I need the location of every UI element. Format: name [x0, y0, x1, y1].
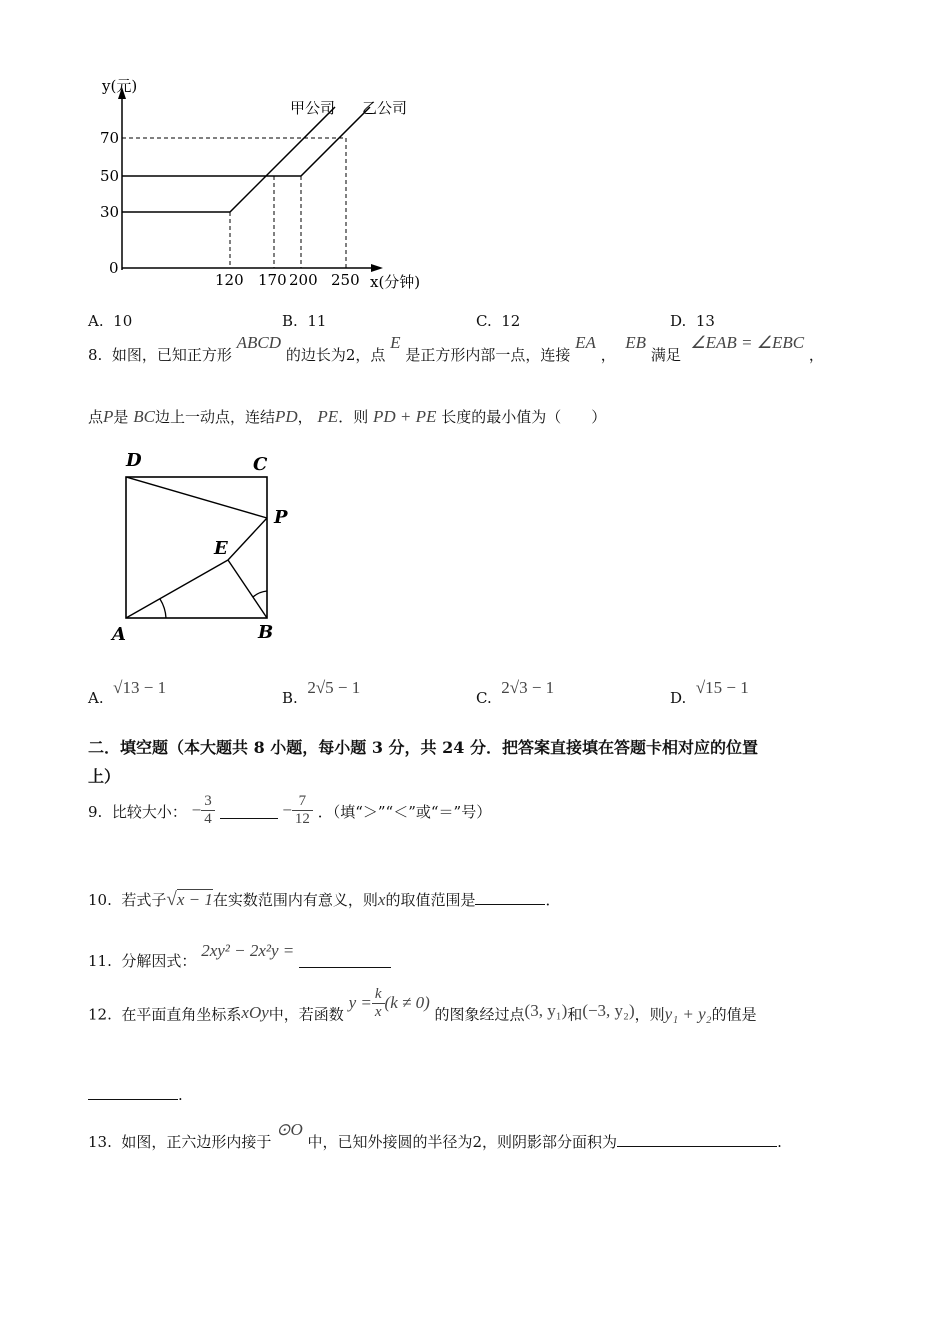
- label-b: B: [258, 622, 274, 643]
- origin-label: 0: [109, 259, 119, 277]
- q8-option-d[interactable]: D. √15 − 1: [670, 678, 749, 707]
- cost-graph: [80, 75, 460, 300]
- q13-answer-blank[interactable]: [617, 1132, 777, 1147]
- line-jia: [122, 107, 335, 212]
- q9-answer-blank[interactable]: [220, 804, 278, 819]
- square-figure: [108, 448, 308, 648]
- q9-fraction-1: $\frac{3}{4}$: [201, 793, 215, 828]
- q8-option-b[interactable]: B. 2√5 − 1: [282, 678, 361, 707]
- ytick-50: 50: [100, 167, 120, 185]
- ytick-70: 70: [100, 129, 120, 147]
- q7-option-d[interactable]: D. 13: [670, 312, 715, 330]
- label-a: A: [112, 624, 126, 645]
- xtick-250: 250: [331, 271, 360, 289]
- q8-line2: 点P是 BC边上一动点，连结PD， PE．则 PD + PE 长度的最小值为（ ）: [88, 407, 607, 426]
- q10-answer-blank[interactable]: [475, 890, 545, 905]
- ytick-30: 30: [100, 203, 120, 221]
- segment-dp: [126, 477, 267, 518]
- segment-eb: [228, 560, 267, 618]
- q12-answer-blank[interactable]: [88, 1085, 178, 1100]
- x-axis-label: x(分钟): [370, 273, 421, 291]
- legend-yi: 乙公司: [362, 99, 408, 117]
- angle-ebc-arc: [253, 591, 267, 597]
- q11: 11. 分解因式： 2xy² − 2x²y =: [88, 940, 391, 961]
- segment-ae: [126, 560, 228, 618]
- q8-option-a[interactable]: A. √13 − 1: [88, 678, 167, 707]
- q10: 10. 若式子√x − 1在实数范围内有意义，则x的取值范围是 ．: [88, 889, 561, 910]
- q12: 12. 在平面直角坐标系xOy中，若函数 y = $\frac{k}{x}$ (k ≠ 0) 的图象经过点(3, y₁)和(−3, y₂)，则y₁ + y₂的值是: [88, 986, 757, 1024]
- section2-heading-line1: 二．填空题（本大题共 8 小题，每小题 3 分，共 24 分．把答案直接填在答题卡相对应的位置: [88, 738, 758, 757]
- q9-fraction-2: $\frac{7}{12}$: [292, 793, 313, 828]
- q7-option-a[interactable]: A. 10: [88, 312, 133, 330]
- q12-answer-line: .: [88, 1085, 183, 1104]
- q12-fraction: $\frac{k}{x}$: [372, 986, 385, 1021]
- q7-option-c[interactable]: C. 12: [476, 312, 521, 330]
- section2-heading-line2: 上）: [88, 767, 121, 786]
- q7-option-b[interactable]: B. 11: [282, 312, 327, 330]
- label-d: D: [126, 450, 142, 471]
- q13: 13. 如图，正六边形内接于 ⊙O 中，已知外接圆的半径为2，则阴影部分面积为 .: [88, 1120, 782, 1151]
- q8-option-c[interactable]: C. 2√3 − 1: [476, 678, 555, 707]
- legend-jia: 甲公司: [290, 99, 336, 117]
- q9: 9. 比较大小： − $\frac{3}{4}$ − $\frac{7}{12}$ ．（填“＞”“＜”或“＝”号）: [88, 793, 492, 827]
- xtick-200: 200: [289, 271, 318, 289]
- q8-line1: 8. 如图，已知正方形 ABCD 的边长为2，点 E 是正方形内部一点，连接 EA ， EB 满足 ∠EAB = ∠EBC ，: [88, 333, 824, 364]
- segment-pe: [228, 518, 267, 560]
- q11-answer-blank[interactable]: [299, 953, 391, 968]
- label-p: P: [274, 507, 288, 528]
- y-axis-label: y(元): [102, 77, 138, 95]
- xtick-170: 170: [258, 271, 287, 289]
- angle-eab-arc: [160, 599, 166, 618]
- label-c: C: [253, 454, 268, 475]
- x-axis-arrow: [371, 264, 383, 272]
- label-e: E: [214, 538, 228, 559]
- line-yi: [122, 107, 370, 176]
- xtick-120: 120: [215, 271, 244, 289]
